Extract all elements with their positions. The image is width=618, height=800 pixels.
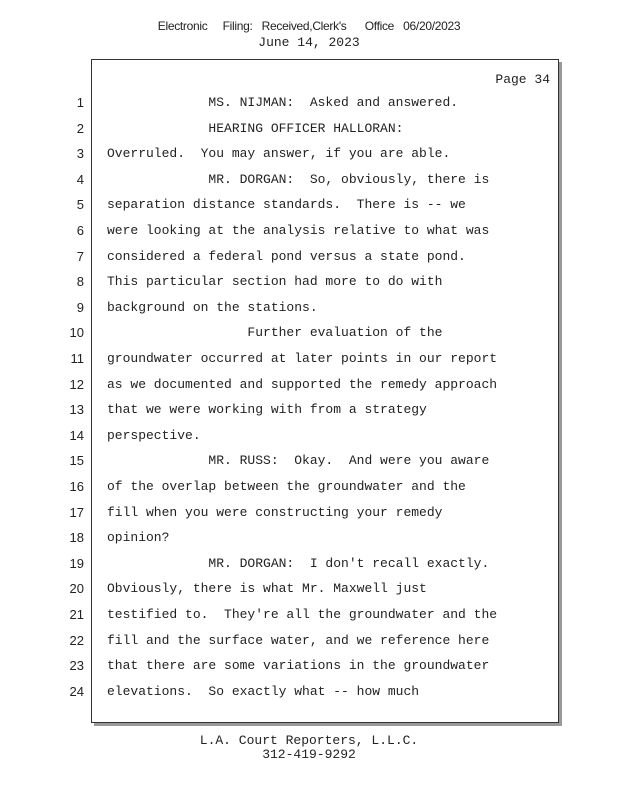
line-number: 14: [69, 428, 84, 443]
transcript-line: elevations. So exactly what -- how much: [107, 684, 420, 699]
transcript-date: June 14, 2023: [258, 35, 360, 50]
line-number: 13: [69, 402, 84, 417]
line-number: 17: [69, 505, 84, 520]
line-number: 10: [69, 325, 84, 340]
transcript-line: opinion?: [107, 530, 170, 545]
transcript-line: as we documented and supported the remedy approach: [107, 377, 498, 392]
stamp-part: Electronic: [157, 19, 208, 33]
reporter-company: L.A. Court Reporters, L.L.C.: [199, 733, 419, 748]
transcript-line: that we were working with from a strategy: [107, 402, 427, 417]
line-number: 6: [76, 223, 84, 238]
line-number: 7: [76, 249, 84, 264]
line-number: 8: [76, 274, 84, 289]
line-number: 21: [69, 607, 84, 622]
line-number: 20: [69, 581, 84, 596]
transcript-line: Obviously, there is what Mr. Maxwell just: [107, 581, 427, 596]
transcript-line: fill when you were constructing your remedy: [107, 505, 443, 520]
line-number: 15: [69, 453, 84, 468]
line-number: 24: [69, 684, 84, 699]
transcript-line: fill and the surface water, and we reference here: [107, 633, 490, 648]
line-number: 22: [69, 633, 84, 648]
stamp-part: Received,Clerk's: [261, 19, 347, 33]
transcript-line: that there are some variations in the groundwater: [107, 658, 490, 673]
transcript-line: MS. NIJMAN: Asked and answered.: [107, 95, 459, 110]
line-number: 5: [76, 197, 84, 212]
transcript-line: MR. DORGAN: So, obviously, there is: [107, 172, 490, 187]
line-number: 4: [76, 172, 84, 187]
line-number: 2: [76, 121, 84, 136]
line-number: 23: [69, 658, 84, 673]
transcript-line: separation distance standards. There is -- we: [107, 197, 466, 212]
line-number: 3: [76, 146, 84, 161]
transcript-line: MR. DORGAN: I don't recall exactly.: [107, 556, 490, 571]
transcript-line: background on the stations.: [107, 300, 318, 315]
line-number: 1: [76, 95, 84, 110]
transcript-line: Overruled. You may answer, if you are able.: [107, 146, 451, 161]
stamp-part: Office: [364, 19, 395, 33]
stamp-part: Filing:: [222, 19, 253, 33]
line-number: 18: [69, 530, 84, 545]
line-number: 9: [76, 300, 84, 315]
line-number: 12: [69, 377, 84, 392]
transcript-line: HEARING OFFICER HALLORAN:: [107, 121, 404, 136]
transcript-line: were looking at the analysis relative to what was: [107, 223, 490, 238]
transcript-line: Further evaluation of the: [107, 325, 443, 340]
reporter-phone: 312-419-9292: [262, 747, 356, 762]
transcript-line: perspective.: [107, 428, 201, 443]
page-number: Page 34: [495, 72, 550, 87]
line-number: 11: [70, 351, 84, 366]
transcript-line: This particular section had more to do with: [107, 274, 443, 289]
transcript-line: of the overlap between the groundwater and the: [107, 479, 466, 494]
line-number: 19: [69, 556, 84, 571]
transcript-line: considered a federal pond versus a state pond.: [107, 249, 466, 264]
transcript-line: MR. RUSS: Okay. And were you aware: [107, 453, 490, 468]
transcript-line: testified to. They're all the groundwater and the: [107, 607, 498, 622]
filing-stamp: [0, 19, 618, 33]
stamp-part: 06/20/2023: [403, 19, 461, 33]
transcript-line: groundwater occurred at later points in our report: [107, 351, 498, 366]
line-number: 16: [69, 479, 84, 494]
